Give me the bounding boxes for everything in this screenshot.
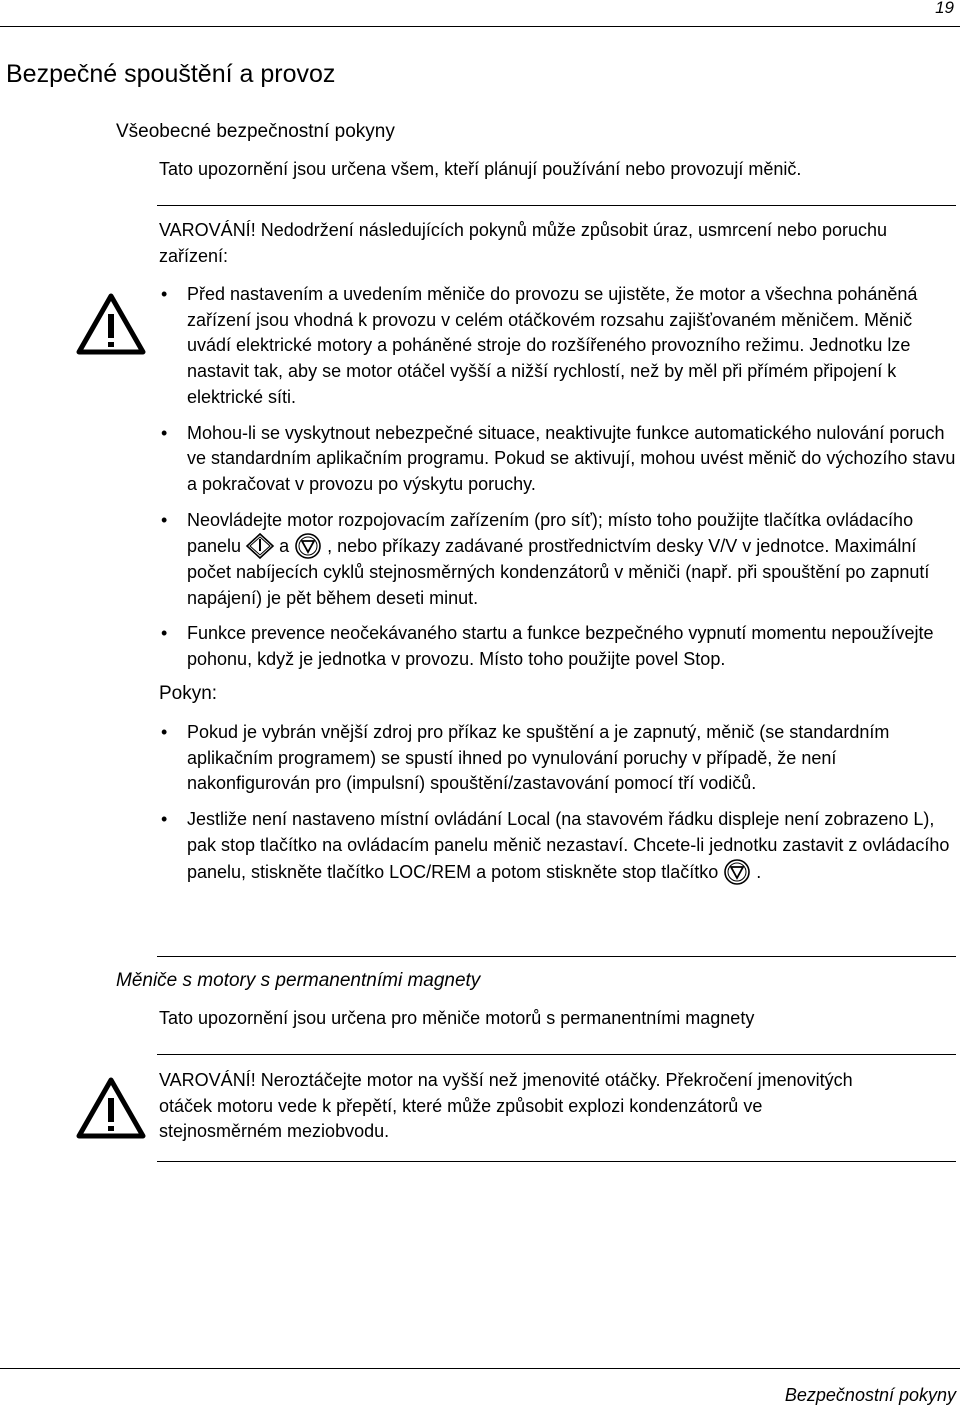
list-item: • Jestliže není nastaveno místní ovládání Local (na stavovém řádku displeje není zobrazeno L), pak stop tlačítko na ovládacím panelu měnič nezastaví. Chcete-li jednotku zastavit z ovládacího panelu, stiskněte tlačítko LOC/REM a potom stiskněte stop tlačítko . [159,807,959,885]
warning-triangle-icon [76,292,146,356]
header-rule [0,26,960,27]
page-title: Bezpečné spouštění a provoz [6,60,336,88]
section-intro-pm-motors: Tato upozornění jsou určena pro měniče motorů s permanentními magnety [159,1008,755,1028]
list-item: • Pokud je vybrán vnější zdroj pro příkaz ke spuštění a je zapnutý, měnič (se standardním aplikačním programem) se spustí ihned po vynulování poruchy v případě, že není nakonfigurován pro (impulsní) spouštění/zastavování pomocí tří vodičů. [161,722,890,794]
warning-bullet-list [159,282,959,673]
warning-bottom-rule [157,956,956,957]
footer-rule [0,1368,960,1369]
page-number: 19 [935,0,954,17]
list-item: • Neovládejte motor rozpojovacím zařízením (pro síť); místo toho použijte tlačítka ovládacího panelu a , nebo příkazy zadávané prostřednictvím desky V/V v jednotce. Maximální počet nabíjecích cyklů stejnosměrných kondenzátorů v měniči (např. při spouštění po zapnutí napájení) je pět během deseti minut. [161,509,930,608]
start-button-icon [245,533,275,559]
warning-label: VAROVÁNÍ! [159,220,256,240]
section-heading-general: Všeobecné bezpečnostní pokyny [116,121,395,142]
warning-paragraph [159,218,959,269]
section-intro-general: Tato upozornění jsou určena všem, kteří plánují používání nebo provozují měnič. [159,159,802,179]
warning-text: Nedodržení následujících pokynů může způsobit úraz, usmrcení nebo poruchu zařízení: [159,220,888,266]
list-item: • Před nastavením a uvedením měniče do provozu se ujistěte, že motor a všechna poháněná zařízení jsou vhodná k provozu v celém otáčkovém rozsahu zajišťovaném měničem. Měnič uvádí elektrické motory a poháněné stroje do rozšířeného provozního režimu. Jednotku lze nastavit tak, aby se motor otáčel vyšší a nižší rychlostí, než by měl při přímém připojení k elektrické síti. [161,284,918,407]
stop-button-icon [293,533,323,559]
list-item: • Funkce prevence neočekávaného startu a funkce bezpečného vypnutí momentu nepoužívejte pohonu, když je jednotka v provozu. Místo toho použijte povel Stop. [161,623,934,670]
warning-label: VAROVÁNÍ! [159,1070,256,1090]
warning-top-rule [157,205,956,206]
stop-button-icon [722,859,752,885]
warning-top-rule [157,1054,956,1055]
warning-triangle-icon [76,1076,146,1140]
warning-paragraph [159,1068,879,1145]
section-heading-pm-motors: Měniče s motory s permanentními magnety [116,970,481,991]
warning-bottom-rule [157,1161,956,1162]
footer-section-name: Bezpečnostní pokyny [784,1385,956,1405]
note-bullet-list [159,720,959,885]
warning-text: Neroztáčejte motor na vyšší než jmenovité otáčky. Překročení jmenovitých otáček motoru vede k přepětí, které může způsobit explozi kondenzátorů ve stejnosměrném meziobvodu. [159,1070,853,1142]
list-item: • Mohou-li se vyskytnout nebezpečné situace, neaktivujte funkce automatického nulování poruch ve standardním aplikačním programu. Pokud se aktivují, mohou uvést měnič do výchozího stavu a pokračovat v provozu po výskytu poruchy. [161,422,956,494]
note-label: Pokyn: [159,683,218,704]
